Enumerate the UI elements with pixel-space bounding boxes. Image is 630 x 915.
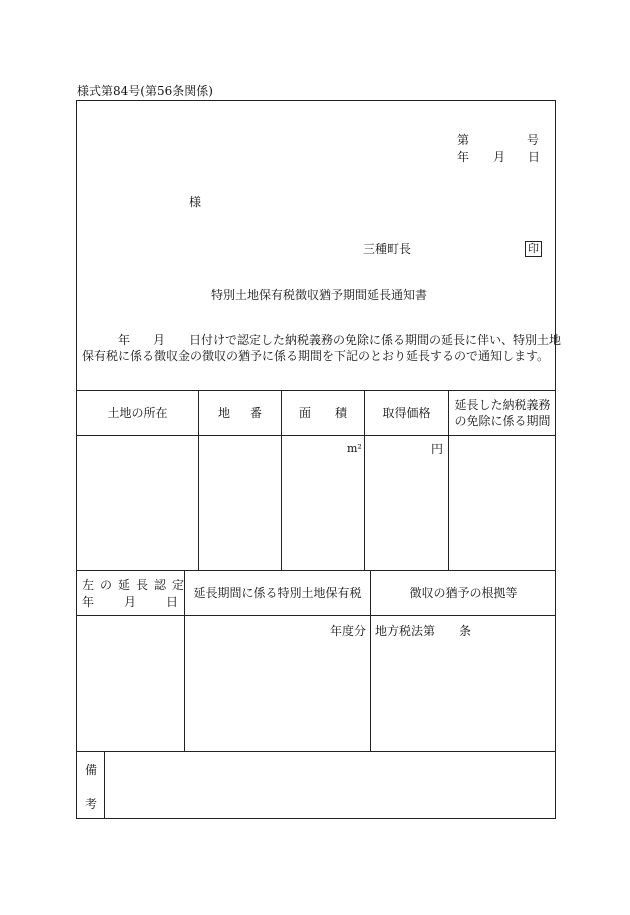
header-lot-number [199,391,281,435]
unit-square-meter: m² [347,442,362,455]
header-acquisition-price: 取得価格 [382,406,431,420]
date-month: 月 [493,150,506,164]
header-land-location: 土地の所在 [107,406,168,420]
basis-prefix: 地方税法第 [375,624,436,638]
remarks-top-rule [76,751,556,752]
unit-fiscal-year: 年度分 [330,624,367,638]
header-area [282,391,364,435]
header-area-a: 面 [299,406,312,420]
header-approval-date-row [82,595,178,609]
issuer-name: 三種町長 [363,242,412,256]
form-number: 様式第84号(第56条関係) [77,84,213,98]
header-approval-date [82,578,191,609]
unit-yen: 円 [431,442,444,456]
body-year: 年 [118,333,131,347]
header-extended-period [449,391,556,435]
remarks-label-b: 考 [85,797,98,811]
header-special-land-tax: 延長期間に係る特別土地保有税 [193,586,362,600]
form-frame [76,100,556,819]
addressee-suffix: 様 [189,195,202,209]
header-approval-line1: 左の延長認定 [82,578,191,592]
table2-header-rule [76,615,556,616]
body-month: 月 [153,333,166,347]
header-area-b: 積 [334,406,347,420]
body-line-2: 保有税に係る徴収金の徴収の猶予に係る期間を下記のとおり延長するので通知します。 [82,349,550,363]
header-deferral-basis: 徴収の猶予の根拠等 [409,586,518,600]
table1-header-rule [76,435,556,436]
header-extended-period-line2: の免除に係る期間 [454,414,551,428]
document-title: 特別土地保有税徴収猶予期間延長通知書 [211,288,428,302]
body-line-1: 日付けで認定した納税義務の免除に係る期間の延長に伴い、特別土地 [189,333,562,347]
remarks-label-a: 備 [85,763,98,777]
header-approval-day: 日 [165,595,178,609]
remarks-divider [104,751,105,819]
header-extended-period-line1: 延長した納税義務 [454,398,551,412]
number-label-go: 号 [527,133,540,147]
date-year: 年 [457,150,470,164]
header-lot-number-b: 番 [249,406,262,420]
header-approval-year: 年 [82,595,95,609]
date-day: 日 [528,150,541,164]
seal-mark: 印 [525,241,542,257]
header-approval-month: 月 [123,595,136,609]
header-lot-number-a: 地 [218,406,231,420]
basis-suffix: 条 [459,624,472,638]
number-label-dai: 第 [457,133,470,147]
